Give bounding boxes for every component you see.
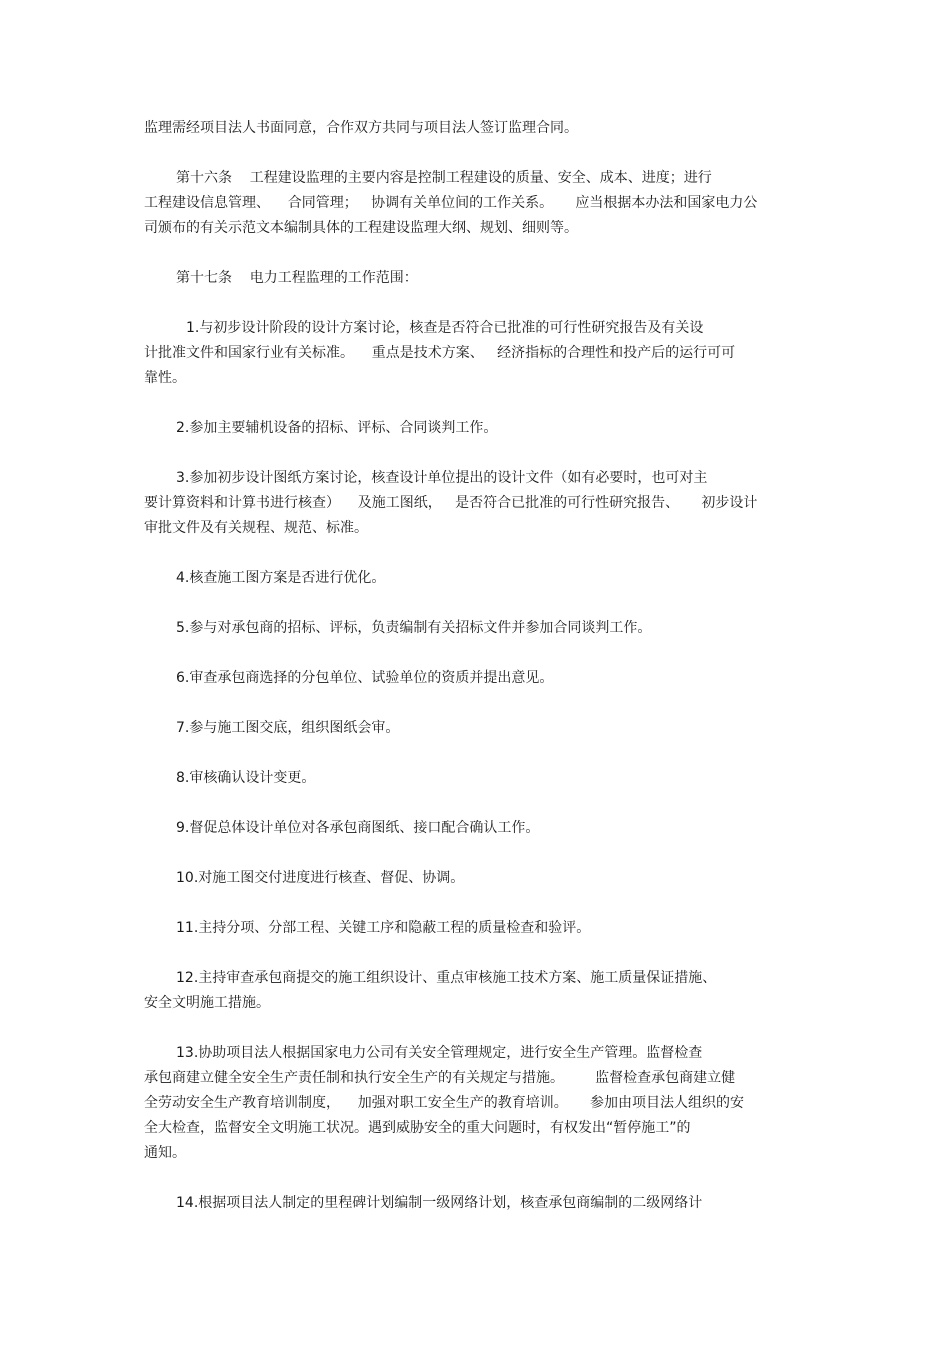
list-item-10: 10.对施工图交付进度进行核查、督促、协调。 (176, 870, 465, 886)
article-16-heading-line: 第十六条 工程建设监理的主要内容是控制工程建设的质量、安全、成本、进度；进行 (176, 170, 712, 186)
list-item-11: 11.主持分项、分部工程、关键工序和隐蔽工程的质量检查和验评。 (176, 920, 591, 936)
text-line: 通知。 (144, 1145, 186, 1161)
text-line: 全大检查，监督安全文明施工状况。遇到威胁安全的重大问题时，有权发出“暂停施工”的 (144, 1120, 691, 1136)
text-line: 全劳动安全生产教育培训制度， 加强对职工安全生产的教育培训。 参加由项目法人组织的安 (144, 1095, 745, 1111)
text-line: 监理需经项目法人书面同意，合作双方共同与项目法人签订监理合同。 (144, 120, 578, 136)
list-item-4: 4.核查施工图方案是否进行优化。 (176, 570, 386, 586)
text-line: 靠性。 (144, 370, 186, 386)
list-item-9: 9.督促总体设计单位对各承包商图纸、接口配合确认工作。 (176, 820, 540, 836)
article-17-heading: 第十七条 电力工程监理的工作范围： (176, 270, 418, 286)
text-line: 计批准文件和国家行业有关标准。 重点是技术方案、 经济指标的合理性和投产后的运行可可 (144, 345, 736, 361)
text-line: 司颁布的有关示范文本编制具体的工程建设监理大纲、规划、细则等。 (144, 220, 578, 236)
text-line: 工程建设信息管理、 合同管理； 协调有关单位间的工作关系。 应当根据本办法和国家电力公 (144, 195, 758, 211)
list-item-14: 14.根据项目法人制定的里程碑计划编制一级网络计划，核查承包商编制的二级网络计 (176, 1195, 703, 1211)
text-line: 要计算资料和计算书进行核查） 及施工图纸， 是否符合已批准的可行性研究报告、 初步设计 (144, 495, 758, 511)
list-item-6: 6.审查承包商选择的分包单位、试验单位的资质并提出意见。 (176, 670, 554, 686)
list-item-2: 2.参加主要辅机设备的招标、评标、合同谈判工作。 (176, 420, 498, 436)
list-item-12: 12.主持审查承包商提交的施工组织设计、重点审核施工技术方案、施工质量保证措施、 (176, 970, 717, 986)
text-line: 安全文明施工措施。 (144, 995, 270, 1011)
list-item-1: 1.与初步设计阶段的设计方案讨论，核查是否符合已批准的可行性研究报告及有关设 (186, 320, 704, 336)
list-item-13: 13.协助项目法人根据国家电力公司有关安全管理规定，进行安全生产管理。监督检查 (176, 1045, 703, 1061)
list-item-7: 7.参与施工图交底，组织图纸会审。 (176, 720, 400, 736)
list-item-3: 3.参加初步设计图纸方案讨论，核查设计单位提出的设计文件（如有必要时，也可对主 (176, 470, 708, 486)
text-line: 审批文件及有关规程、规范、标准。 (144, 520, 368, 536)
text-line: 承包商建立健全安全生产责任制和执行安全生产的有关规定与措施。 监督检查承包商建立健 (144, 1070, 736, 1086)
list-item-5: 5.参与对承包商的招标、评标，负责编制有关招标文件并参加合同谈判工作。 (176, 620, 652, 636)
list-item-8: 8.审核确认设计变更。 (176, 770, 316, 786)
